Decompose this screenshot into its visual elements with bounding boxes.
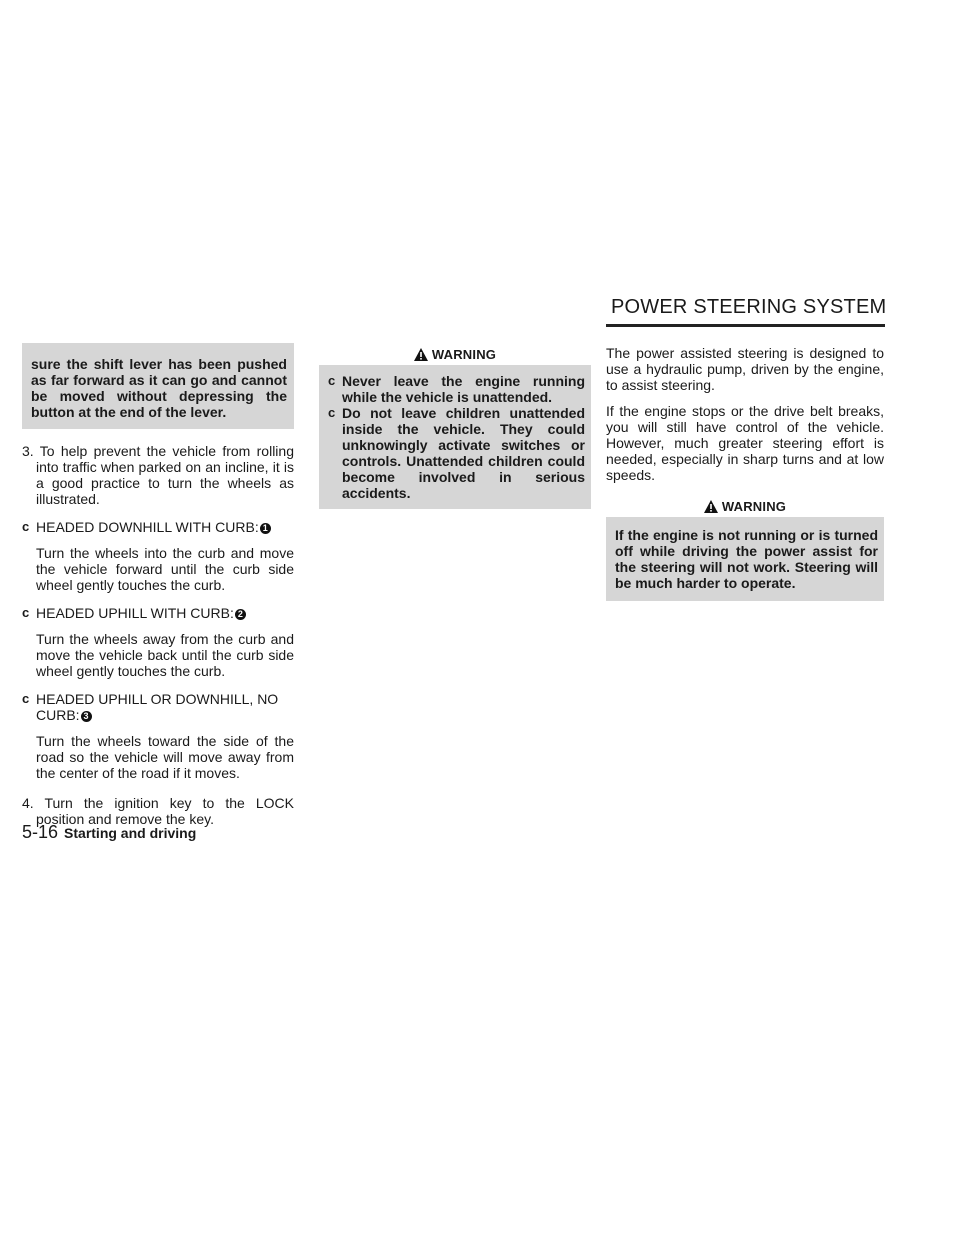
column-right [606,345,884,601]
warning-item [328,373,585,405]
circled-number-2-icon: 2 [235,609,246,620]
bullet-text: Turn the wheels into the curb and move the vehicle forward until the curb side wheel gently touches the curb. [36,545,294,593]
bullet-label: HEADED DOWNHILL WITH CURB: [36,519,259,535]
warning-item-text: Never leave the engine running while the vehicle is unattended. [342,373,585,405]
paragraph: The power assisted steering is designed to use a hydraulic pump, driven by the engine, to assist steering. [606,345,884,393]
paragraph: If the engine stops or the drive belt breaks, you will still have control of the vehicle. However, much greater steering effort is needed, especially in sharp turns and at low speeds. [606,403,884,483]
note-box: sure the shift lever has been pushed as far forward as it can go and cannot be moved without depressing the button at the end of the lever. [22,343,294,429]
page-number: 5-16 [22,822,59,842]
step-3: 3. To help prevent the vehicle from rolling into traffic when parked on an incline, it is a good practice to turn the wheels as illustrated. [22,443,294,507]
warning-title: WARNING [721,499,787,514]
bullet-text: Turn the wheels away from the curb and move the vehicle back until the curb side wheel gently touches the curb. [36,631,294,679]
warning-triangle-icon [414,348,428,361]
bullet-label: HEADED UPHILL OR DOWNHILL, NO CURB: [36,691,279,723]
circled-number-1-icon: 1 [260,523,271,534]
title-rule [606,324,885,327]
warning-item [328,405,585,501]
column-middle [319,345,591,509]
step-4: 4. Turn the ignition key to the LOCK position and remove the key. [22,795,294,827]
circled-number-3-icon: 3 [81,711,92,722]
warning-box [606,497,884,601]
bullet-icon: c [22,519,30,534]
chapter-name: Starting and driving [64,825,197,841]
warning-text: If the engine is not running or is turned off while driving the power assist for the steering will not work. Steering will be much harder to operate. [615,527,878,591]
page-footer [22,822,196,843]
bullet-no-curb [22,691,294,723]
bullet-text: Turn the wheels toward the side of the road so the vehicle will move away from the center of the road if it moves. [36,733,294,781]
warning-header [319,345,591,367]
warning-title: WARNING [431,347,497,362]
section-title: POWER STEERING SYSTEM [611,296,887,318]
warning-item-text: Do not leave children unattended inside the vehicle. They could unknowingly activate switches or controls. Unattended children could become involved in serious accidents. [342,405,585,501]
warning-body [319,367,591,501]
bullet-icon: c [328,405,336,420]
column-left [22,345,294,827]
bullet-label: HEADED UPHILL WITH CURB: [36,605,234,621]
warning-triangle-icon [704,500,718,513]
bullet-icon: c [328,373,336,388]
bullet-icon: c [22,691,30,706]
bullet-downhill-curb [22,519,294,535]
bullet-uphill-curb [22,605,294,621]
warning-header [606,497,884,519]
warning-box [319,345,591,509]
bullet-icon: c [22,605,30,620]
